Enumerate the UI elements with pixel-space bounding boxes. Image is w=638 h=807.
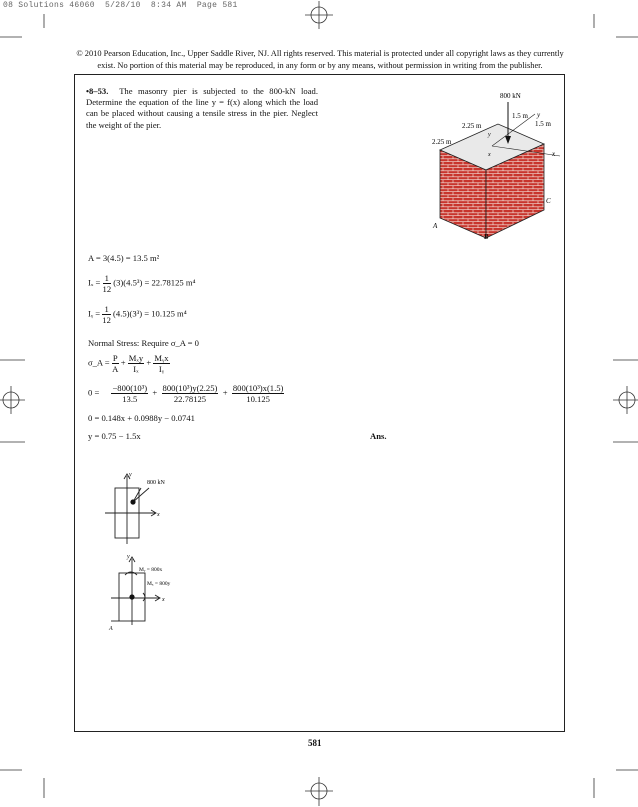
dim-1-5-b: 1.5 m — [535, 120, 551, 128]
sketch1-x-label: x — [157, 512, 160, 518]
axis-y-label: y — [537, 111, 541, 119]
axis-x-label-2: x — [488, 152, 491, 158]
point-c-label: C — [546, 197, 551, 205]
problem-number: •8–53. — [86, 86, 109, 96]
sketch2-load-point — [129, 594, 134, 599]
free-body-sketch-1 — [95, 466, 185, 548]
load-label: 800 kN — [500, 92, 521, 100]
sketch2-x-label: x — [162, 597, 165, 603]
pier-figure — [420, 84, 565, 244]
copyright-line-2: exist. No portion of this material may be reproduced, in any form or by any means, without permission in writing from the publisher. — [97, 60, 543, 70]
free-body-sketch-2 — [105, 553, 205, 633]
problem-statement — [86, 86, 318, 131]
axis-y-label-2: y — [488, 132, 491, 138]
iy-equation: Iᵧ = $\frac{1}{12}$ (4.5)(3³) = 10.125 m⁴ — [88, 304, 187, 325]
dim-1-5-a: 1.5 m — [512, 112, 528, 120]
sketch1-y-label: y — [129, 472, 132, 478]
point-b-label: B — [484, 233, 489, 241]
copyright-notice — [60, 48, 580, 71]
ix-equation: Iₓ = $\frac{1}{12}$ (3)(4.5³) = 22.78125 m⁴ — [88, 273, 196, 294]
axis-x-label: x — [552, 150, 556, 158]
page-number: 581 — [308, 738, 322, 748]
sketch2-a-label: A — [109, 626, 113, 632]
numeric-equation: 0 = $\frac{\text{−800(10³)}}{13.5}$ + $\frac{\text{800(10³)y(2.25)}}{22.78125}$ + $\frac{\text{800(10³)x(1.5)}}{10.125}$ — [88, 383, 284, 404]
normal-stress-condition: Normal Stress: Require σ_A = 0 — [88, 338, 199, 348]
stress-formula: σ_A = $\frac{P}{A}$ + $\frac{\text{Mₓy}}{\text{Iₓ}}$ + $\frac{\text{Mᵧx}}{\text{Iᵧ}}$ — [88, 353, 169, 374]
sketch1-load-label: 800 kN — [147, 480, 165, 486]
copyright-line-1: © 2010 Pearson Education, Inc., Upper Saddle River, NJ. All rights reserved. This material is protected under all copyright laws as they currently — [76, 49, 564, 58]
final-answer: y = 0.75 − 1.5x — [88, 431, 141, 441]
linear-equation: 0 = 0.148x + 0.0988y − 0.0741 — [88, 413, 195, 423]
load-point — [130, 499, 135, 504]
problem-text: The masonry pier is subjected to the 800-kN load. Determine the equation of the line y = f(x) along which the load can be placed without causing a tensile stress in the pier. Neglect the weight of the pier. — [86, 86, 318, 130]
point-a-label: A — [433, 222, 438, 230]
sketch2-y-label: y — [127, 554, 130, 560]
dim-2-25-b: 2.25 m — [432, 138, 452, 146]
sketch2-my-label: Mᵧ = 800x — [139, 567, 163, 573]
dim-2-25-a: 2.25 m — [462, 122, 482, 130]
print-slug: 08 Solutions 46060 5/28/10 8:34 AM Page 581 — [3, 1, 238, 10]
sketch2-mx-label: Mₓ = 800y — [147, 581, 171, 587]
area-equation: A = 3(4.5) = 13.5 m² — [88, 253, 160, 263]
answer-marker: Ans. — [370, 431, 387, 441]
